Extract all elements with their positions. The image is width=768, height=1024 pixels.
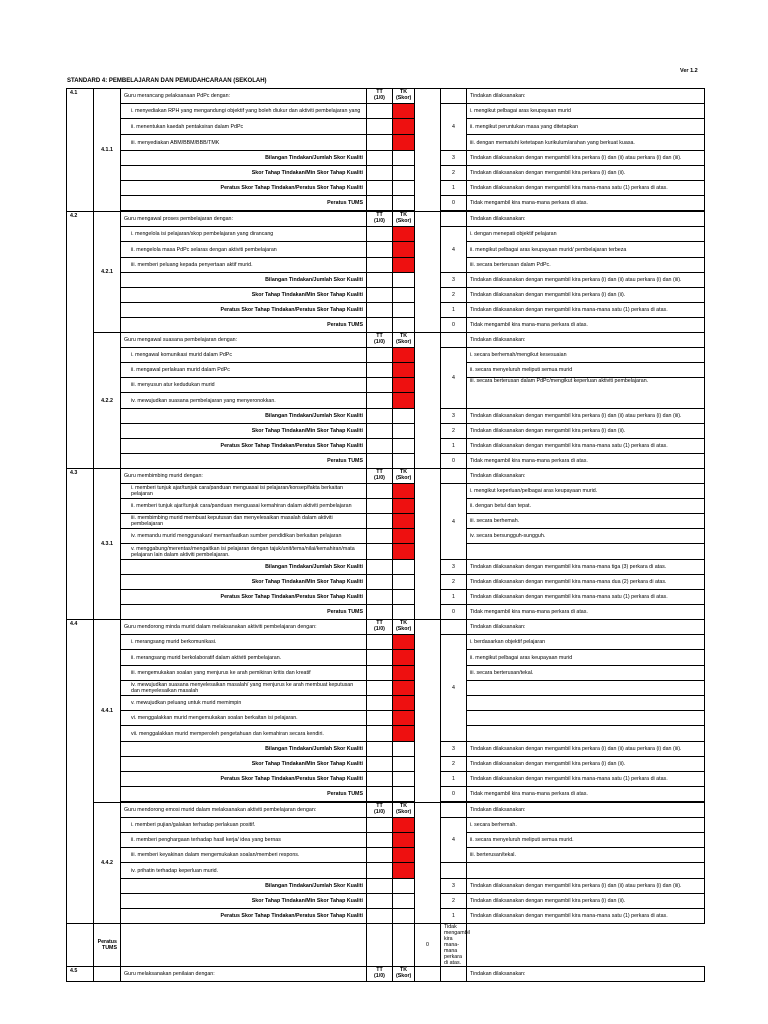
list-item: i. mengelola isi pelajaran/skop pembelajaran yang dirancang — [121, 227, 367, 242]
tt-cell[interactable] — [367, 818, 393, 833]
tk-cell[interactable] — [393, 726, 415, 742]
score-level: 0 — [441, 605, 467, 620]
spacer-column — [415, 212, 441, 333]
criteria-heading: Tindakan dilaksanakan: — [467, 620, 705, 635]
score-level: 4 — [441, 484, 467, 560]
summary-label: Bilangan Tindakan/Jumlah Skor Kualiti — [121, 560, 367, 575]
tk-cell[interactable] — [393, 363, 415, 378]
rubric-description: Tidak mengambil kira mana-mana perkara di atas. — [467, 787, 705, 802]
list-item: ii. mengelola masa PdPc selaras dengan aktiviti pembelajaran — [121, 242, 367, 258]
tk-cell[interactable] — [393, 258, 415, 273]
tk-cell[interactable] — [393, 848, 415, 863]
section-code: 4.3 — [67, 469, 94, 620]
tt-cell[interactable] — [367, 258, 393, 273]
list-item: ii. mengikut peruntukan masa yang ditetapkan — [467, 119, 705, 135]
tk-cell[interactable] — [393, 135, 415, 151]
criterion-title: Guru mendorong emosi murid dalam melaksanakan aktiviti pembelajaran dengan: — [121, 803, 367, 818]
criterion-title: Guru melaksanakan penilaian dengan: — [121, 967, 367, 982]
subsection-code: 4.4.2 — [94, 803, 121, 924]
list-item: ii. memberi penghargaan terhadap hasil kerja/ idea yang bernas — [121, 833, 367, 848]
summary-label: Peratus Skor Tahap Tindakan/Peratus Skor Tahap Kualiti — [121, 590, 367, 605]
score-level: 2 — [441, 894, 467, 909]
criteria-heading: Tindakan dilaksanakan: — [467, 333, 705, 348]
rubric-description: Tidak mengambil kira mana-mana perkara di atas. — [467, 605, 705, 620]
criteria-heading: Tindakan dilaksanakan: — [467, 469, 705, 484]
list-item: ii. mengawal perlakuan murid dalam PdPc — [121, 363, 367, 378]
tt-header: TT (1/0) — [367, 967, 393, 982]
tt-cell[interactable] — [367, 696, 393, 711]
score-level: 2 — [441, 166, 467, 181]
score-level: 1 — [441, 439, 467, 454]
score-level: 3 — [441, 409, 467, 424]
list-item: iii. secara berhemah. — [467, 514, 705, 529]
tt-cell[interactable] — [367, 484, 393, 499]
criterion-title: Guru mendorong minda murid dalam melaksanakan aktiviti pembelajaran dengan: — [121, 620, 367, 635]
score-level: 3 — [441, 273, 467, 288]
subsection-code: 4.2.2 — [94, 333, 121, 469]
summary-label: Skor Tahap Tindakan/Min Skor Tahap Kualiti — [121, 894, 367, 909]
tk-cell[interactable] — [393, 499, 415, 514]
tk-cell[interactable] — [393, 544, 415, 560]
tk-header: TK (Skor) — [393, 967, 415, 982]
score-level: 0 — [441, 454, 467, 469]
tk-cell[interactable] — [393, 348, 415, 363]
rubric-description: Tindakan dilaksanakan dengan mengambil kira perkara (i) dan (ii) atau perkara (i) dan (iii). — [467, 409, 705, 424]
score-level: 1 — [441, 772, 467, 787]
score-level: 3 — [441, 151, 467, 166]
summary-label: Skor Tahap Tindakan/Min Skor Tahap Kualiti — [121, 757, 367, 772]
tt-cell[interactable] — [367, 378, 393, 393]
criteria-heading: Tindakan dilaksanakan: — [467, 212, 705, 227]
rubric-description: Tindakan dilaksanakan dengan mengambil kira mana-mana satu (1) perkara di atas. — [467, 181, 705, 196]
tk-header: TK (Skor) — [393, 212, 415, 227]
tk-cell[interactable] — [393, 833, 415, 848]
tk-cell[interactable] — [393, 711, 415, 726]
score-level: 4 — [441, 348, 467, 409]
tk-cell[interactable] — [393, 119, 415, 135]
tt-cell[interactable] — [367, 544, 393, 560]
summary-label: Skor Tahap Tindakan/Min Skor Tahap Kualiti — [121, 288, 367, 303]
tt-cell[interactable] — [367, 227, 393, 242]
spacer-column — [415, 620, 441, 803]
score-level: 2 — [441, 424, 467, 439]
summary-label: Peratus TUMS — [94, 924, 121, 967]
list-item: vi. menggalakkan murid mengemukakan soalan berkaitan isi pelajaran. — [121, 711, 367, 726]
summary-label: Bilangan Tindakan/Jumlah Skor Kualiti — [121, 742, 367, 757]
rubric-description: Tindakan dilaksanakan dengan mengambil kira perkara (i) dan (ii) atau perkara (i) dan (iii). — [467, 879, 705, 894]
summary-label: Skor Tahap Tindakan/Min Skor Tahap Kualiti — [121, 424, 367, 439]
tt-cell[interactable] — [367, 529, 393, 544]
score-level: 0 — [415, 924, 441, 967]
tk-cell[interactable] — [393, 484, 415, 499]
rubric-table — [66, 88, 705, 982]
tk-cell[interactable] — [393, 378, 415, 393]
rubric-description: Tidak mengambil kira mana-mana perkara di atas. — [467, 196, 705, 211]
tt-header: TT (1/0) — [367, 333, 393, 348]
spacer-column — [415, 803, 441, 924]
criterion-title: Guru mengawal suasana pembelajaran dengan: — [121, 333, 367, 348]
list-item: ii. merangsang murid berkolaboratif dalam aktiviti pembelajaran. — [121, 650, 367, 666]
summary-label: Bilangan Tindakan/Jumlah Skor Kualiti — [121, 879, 367, 894]
tk-cell[interactable] — [393, 818, 415, 833]
list-item: v. mewujudkan peluang untuk murid memimpin — [121, 696, 367, 711]
version-label: Ver 1.2 — [680, 68, 698, 74]
list-item: iii. mengemukakan soalan yang menjurus ke arah pemikiran kritis dan kreatif — [121, 666, 367, 681]
summary-label: Peratus Skor Tahap Tindakan/Peratus Skor Tahap Kualiti — [121, 909, 367, 924]
rubric-description: Tindakan dilaksanakan dengan mengambil kira perkara (i) dan (ii) atau perkara (i) dan (iii). — [467, 742, 705, 757]
rubric-description: Tindakan dilaksanakan dengan mengambil kira perkara (i) dan (ii). — [467, 757, 705, 772]
list-item: iv. mewujudkan suasana menyelesaikan masalah/ yang menjurus ke arah membuat keputusan dan menyelesaikan masalah — [121, 681, 367, 696]
tt-cell[interactable] — [367, 135, 393, 151]
list-item: ii. mengikut pelbagai aras keupayaan murid — [467, 650, 705, 666]
criteria-heading: Tindakan dilaksanakan: — [467, 967, 705, 982]
tk-cell[interactable] — [393, 242, 415, 258]
tt-cell[interactable] — [367, 393, 393, 409]
rubric-description: Tindakan dilaksanakan dengan mengambil kira mana-mana satu (1) perkara di atas. — [467, 439, 705, 454]
tt-cell[interactable] — [367, 711, 393, 726]
rubric-description: Tindakan dilaksanakan dengan mengambil kira perkara (i) dan (ii). — [467, 424, 705, 439]
score-level: 2 — [441, 575, 467, 590]
criterion-title: Guru mengawal proses pembelajaran dengan: — [121, 212, 367, 227]
list-item: i. merangsang murid berkomunikasi. — [121, 635, 367, 650]
score-level: 0 — [441, 318, 467, 333]
list-item: iv. memandu murid menggunakan/ memanfaatkan sumber pendidikan berkaitan pelajaran — [121, 529, 367, 544]
list-item: i. mengikut pelbagai aras keupayaan murid — [467, 104, 705, 119]
tt-cell[interactable] — [367, 514, 393, 529]
rubric-description: Tidak mengambil kira mana-mana perkara di atas. — [467, 318, 705, 333]
summary-label: Peratus TUMS — [121, 196, 367, 211]
section-code: 4.2 — [67, 212, 94, 469]
spacer-column — [415, 89, 441, 212]
list-item: iii. secara berterusan dalam PdPc. — [467, 258, 705, 273]
tk-cell[interactable] — [393, 666, 415, 681]
tk-cell[interactable] — [393, 650, 415, 666]
score-level: 0 — [441, 196, 467, 211]
list-item: i. dengan menepati objektif pelajaran — [467, 227, 705, 242]
summary-label: Peratus TUMS — [121, 318, 367, 333]
rubric-description: Tindakan dilaksanakan dengan mengambil kira mana-mana satu (1) perkara di atas. — [467, 590, 705, 605]
list-item: i. menyediakan RPH yang mengandungi objektif yang boleh diukur dan aktiviti pembelajaran yang — [121, 104, 367, 119]
subsection-code: 4.1.1 — [94, 89, 121, 212]
spacer-column — [415, 333, 441, 469]
score-level: 1 — [441, 303, 467, 318]
list-item: i. memberi pujian/galakan terhadap perlakuan positif. — [121, 818, 367, 833]
rubric-description: Tindakan dilaksanakan dengan mengambil kira mana-mana satu (1) perkara di atas. — [467, 772, 705, 787]
list-item: ii. secara menyeluruh meliputi semua murid. — [467, 833, 705, 848]
tt-cell[interactable] — [367, 363, 393, 378]
rubric-description: Tindakan dilaksanakan dengan mengambil kira perkara (i) dan (ii) atau perkara (i) dan (iii). — [467, 273, 705, 288]
tt-header: TT (1/0) — [367, 803, 393, 818]
list-item: iii. berterusan/tekal. — [467, 848, 705, 863]
list-item: ii. mengikut pelbagai aras keupayaan murid/ pembelajaran terbeza — [467, 242, 705, 258]
list-item: v. menggabung/merentas/mengaitkan isi pelajaran dengan tajuk/unit/tema/nilai/kemahiran/mata pelajaran lain dalam aktiviti pembelajaran. — [121, 544, 367, 560]
list-item: i. secara berhemah/mengikut kesesuaian — [467, 348, 705, 363]
rubric-description: Tindakan dilaksanakan dengan mengambil kira perkara (i) dan (ii). — [467, 288, 705, 303]
tt-header: TT (1/0) — [367, 620, 393, 635]
list-item: iii. secara berterusan dalam PdPc/mengikut keperluan aktiviti pembelajaran. — [467, 378, 705, 409]
rubric-description: Tidak mengambil kira mana-mana perkara di atas. — [467, 454, 705, 469]
tk-cell[interactable] — [393, 393, 415, 409]
list-item: ii. dengan betul dan tepat. — [467, 499, 705, 514]
tk-cell[interactable] — [393, 227, 415, 242]
standard-title: STANDARD 4: PEMBELAJARAN DAN PEMUDAHCARAAN (SEKOLAH) — [67, 78, 267, 84]
tk-cell[interactable] — [393, 529, 415, 544]
summary-label: Peratus Skor Tahap Tindakan/Peratus Skor Tahap Kualiti — [121, 181, 367, 196]
tk-header: TK (Skor) — [393, 89, 415, 104]
score-level: 3 — [441, 879, 467, 894]
tk-header: TK (Skor) — [393, 469, 415, 484]
summary-label: Peratus TUMS — [121, 454, 367, 469]
tk-cell[interactable] — [393, 696, 415, 711]
list-item: i. berdasarkan objektif pelajaran — [467, 635, 705, 650]
score-level: 4 — [441, 104, 467, 151]
tk-cell[interactable] — [393, 635, 415, 650]
tt-cell[interactable] — [367, 666, 393, 681]
summary-label: Skor Tahap Tindakan/Min Skor Tahap Kualiti — [121, 575, 367, 590]
summary-label: Bilangan Tindakan/Jumlah Skor Kualiti — [121, 151, 367, 166]
list-item: iv. secara bersungguh-sungguh. — [467, 529, 705, 544]
tk-header: TK (Skor) — [393, 333, 415, 348]
summary-label: Peratus Skor Tahap Tindakan/Peratus Skor Tahap Kualiti — [121, 772, 367, 787]
score-level: 4 — [441, 227, 467, 273]
tk-cell[interactable] — [393, 681, 415, 696]
list-item: i. mengikut keperluan/pelbagai aras keupayaan murid. — [467, 484, 705, 499]
list-item: iii. membimbing murid membuat keputusan dan menyelesaikan masalah dalam aktiviti pembelajaran — [121, 514, 367, 529]
score-level: 4 — [441, 818, 467, 863]
score-level: 1 — [441, 590, 467, 605]
spacer-column — [415, 469, 441, 620]
list-item: ii. secara menyeluruh meliputi semua murid — [467, 363, 705, 378]
tt-header: TT (1/0) — [367, 212, 393, 227]
score-level: 1 — [441, 181, 467, 196]
list-item: iv. prihatin terhadap keperluan murid. — [121, 863, 367, 879]
rubric-description: Tindakan dilaksanakan dengan mengambil kira mana-mana tiga (3) perkara di atas. — [467, 560, 705, 575]
summary-label: Skor Tahap Tindakan/Min Skor Tahap Kualiti — [121, 166, 367, 181]
list-item: i. secara berhemah. — [467, 818, 705, 833]
summary-label: Peratus TUMS — [121, 605, 367, 620]
rubric-description: Tindakan dilaksanakan dengan mengambil kira mana-mana satu (1) perkara di atas. — [467, 303, 705, 318]
score-level: 1 — [441, 909, 467, 924]
list-item: ii. menentukan kaedah pentaksiran dalam PdPc — [121, 119, 367, 135]
list-item: iii. menyusun atur kedudukan murid — [121, 378, 367, 393]
list-item: iii. secara berterusan/tekal. — [467, 666, 705, 681]
list-item: i. memberi tunjuk ajar/tunjuk cara/panduan menguasai isi pelajaran/konsep/fakta berkaitan pelajaran — [121, 484, 367, 499]
list-item: iv. mewujudkan suasana pembelajaran yang menyeronokkan. — [121, 393, 367, 409]
tt-cell[interactable] — [367, 348, 393, 363]
tk-header: TK (Skor) — [393, 803, 415, 818]
score-level: 3 — [441, 560, 467, 575]
tt-header: TT (1/0) — [367, 469, 393, 484]
summary-label: Peratus Skor Tahap Tindakan/Peratus Skor Tahap Kualiti — [121, 439, 367, 454]
rubric-description: Tindakan dilaksanakan dengan mengambil kira perkara (i) dan (ii). — [467, 894, 705, 909]
list-item: iii. memberi peluang kepada penyertaan aktif murid. — [121, 258, 367, 273]
tk-header: TK (Skor) — [393, 620, 415, 635]
subsection-code: 4.4.1 — [94, 620, 121, 803]
summary-label: Bilangan Tindakan/Jumlah Skor Kualiti — [121, 409, 367, 424]
section-code: 4.4 — [67, 620, 94, 924]
list-item: ii. memberi tunjuk ajar/tunjuk cara/panduan menguasai kemahiran dalam aktiviti pembelajaran — [121, 499, 367, 514]
rubric-description: Tindakan dilaksanakan dengan mengambil kira perkara (i) dan (ii) atau perkara (i) dan (iii). — [467, 151, 705, 166]
tt-cell[interactable] — [367, 242, 393, 258]
score-level: 2 — [441, 757, 467, 772]
criteria-heading: Tindakan dilaksanakan: — [467, 803, 705, 818]
rubric-description: Tindakan dilaksanakan dengan mengambil kira perkara (i) dan (ii). — [467, 166, 705, 181]
subsection-code: 4.2.1 — [94, 212, 121, 333]
tt-cell[interactable] — [367, 119, 393, 135]
tt-cell[interactable] — [367, 650, 393, 666]
rubric-description: Tidak mengambil kira mana-mana perkara di atas. — [441, 924, 467, 967]
score-level: 3 — [441, 742, 467, 757]
tt-header: TT (1/0) — [367, 89, 393, 104]
tt-cell[interactable] — [367, 104, 393, 119]
list-item: iii. dengan mematuhi ketetapan kurikulum/arahan yang berkuat kuasa. — [467, 135, 705, 151]
tt-cell[interactable] — [367, 499, 393, 514]
criterion-title: Guru membimbing murid dengan: — [121, 469, 367, 484]
list-item: iii. menyediakan ABM/BBM/BBB/TMK — [121, 135, 367, 151]
tt-cell[interactable] — [367, 681, 393, 696]
summary-label: Peratus Skor Tahap Tindakan/Peratus Skor Tahap Kualiti — [121, 303, 367, 318]
tt-cell[interactable] — [367, 848, 393, 863]
subsection-code: 4.3.1 — [94, 469, 121, 620]
score-level: 2 — [441, 288, 467, 303]
tt-cell[interactable] — [367, 833, 393, 848]
tk-cell[interactable] — [393, 104, 415, 119]
list-item: vii. menggalakkan murid memperoleh pengetahuan dan kemahiran secara kendiri. — [121, 726, 367, 742]
list-item: iii. memberi keyakinan dalam mengemukakan soalan/memberi respons. — [121, 848, 367, 863]
rubric-description: Tindakan dilaksanakan dengan mengambil kira mana-mana dua (2) perkara di atas. — [467, 575, 705, 590]
tt-cell[interactable] — [367, 863, 393, 879]
score-level: 4 — [441, 635, 467, 742]
summary-label: Bilangan Tindakan/Jumlah Skor Kualiti — [121, 273, 367, 288]
criteria-heading: Tindakan dilaksanakan: — [467, 89, 705, 104]
section-code: 4.5 — [67, 967, 94, 982]
section-code: 4.1 — [67, 89, 94, 212]
tk-cell[interactable] — [393, 514, 415, 529]
score-level: 0 — [441, 787, 467, 802]
summary-label: Peratus TUMS — [121, 787, 367, 802]
list-item: i. mengawal komunikasi murid dalam PdPc — [121, 348, 367, 363]
tt-cell[interactable] — [367, 726, 393, 742]
tk-cell[interactable] — [393, 863, 415, 879]
criterion-title: Guru merancang pelaksanaan PdPc dengan: — [121, 89, 367, 104]
rubric-description: Tindakan dilaksanakan dengan mengambil kira mana-mana satu (1) perkara di atas. — [467, 909, 705, 924]
tt-cell[interactable] — [367, 635, 393, 650]
